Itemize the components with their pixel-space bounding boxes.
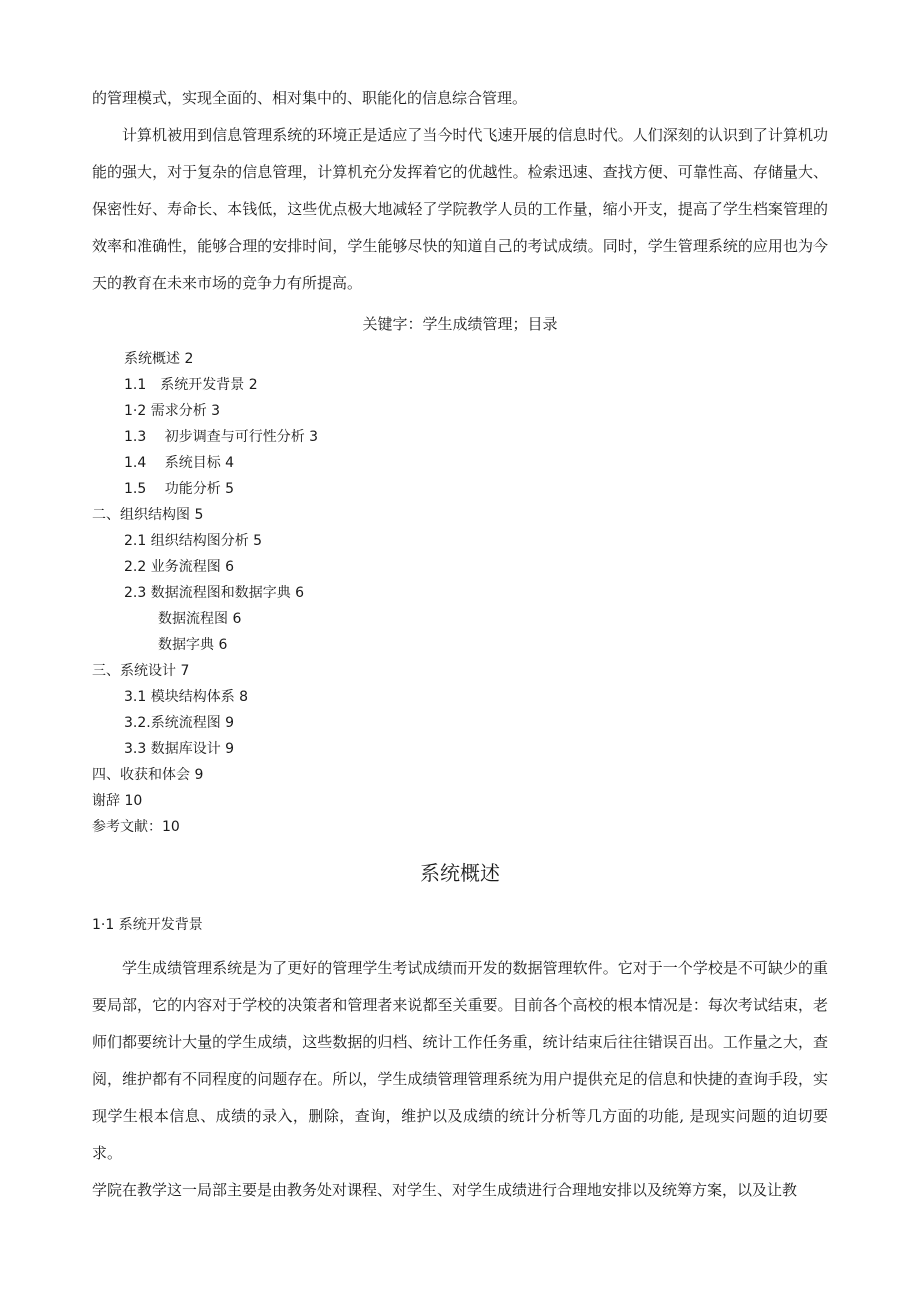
toc-entry[interactable]: 1.1 系统开发背景 2 xyxy=(124,377,258,393)
toc-entry[interactable]: 参考文献：10 xyxy=(92,819,180,835)
toc-entry[interactable]: 系统概述 2 xyxy=(124,351,194,367)
toc-entry[interactable]: 2.2 业务流程图 6 xyxy=(124,559,235,575)
section-paragraph-2: 学院在教学这一局部主要是由教务处对课程、对学生、对学生成绩进行合理地安排以及统筹方案，以及让教 xyxy=(92,1181,798,1199)
toc-entry[interactable]: 1.5 功能分析 5 xyxy=(124,481,235,497)
toc-entry[interactable]: 3.2.系统流程图 9 xyxy=(124,715,235,731)
toc-entry[interactable]: 2.3 数据流程图和数据字典 6 xyxy=(124,585,305,601)
toc-entry[interactable]: 二、组织结构图 5 xyxy=(92,507,204,523)
keywords-line: 关键字：学生成绩管理；目录 xyxy=(362,315,558,333)
section-title: 系统概述 xyxy=(420,861,500,885)
section-paragraph-1: 学生成绩管理系统是为了更好的管理学生考试成绩而开发的数据管理软件。它对于一个学校是不可缺少的重要局部，它的内容对于学校的决策者和管理者来说都至关重要。目前各个高校的根本情况是：每次考试结束，老师们都要统计大量的学生成绩，这些数据的归档、统计工作任务重，统计结束后往往错误百出。工作量之大，查阅，维护都有不同程度的问题存在。所以，学生成绩管理管理系统为用户提供充足的信息和快捷的查询手段，实现学生根本信息、成绩的录入，删除，查询，维护以及成绩的统计分析等几方面的功能, 是现实问题的迫切要求。 xyxy=(92,959,828,1162)
intro-paragraph-1: 计算机被用到信息管理系统的环境正是适应了当今时代飞速开展的信息时代。人们深刻的认识到了计算机功能的强大，对于复杂的信息管理，计算机充分发挥着它的优越性。检索迅速、查找方便、可靠性高、存储量大、保密性好、寿命长、本钱低，这些优点极大地减轻了学院教学人员的工作量，缩小开支，提高了学生档案管理的效率和准确性，能够合理的安排时间，学生能够尽快的知道自己的考试成绩。同时，学生管理系统的应用也为今天的教育在未来市场的竞争力有所提高。 xyxy=(92,126,828,292)
toc-entry[interactable]: 数据流程图 6 xyxy=(158,611,242,627)
subsection-title: 1·1 系统开发背景 xyxy=(92,917,203,933)
toc-entry[interactable]: 四、收获和体会 9 xyxy=(92,767,204,783)
toc-entry[interactable]: 1.3 初步调查与可行性分析 3 xyxy=(124,429,319,445)
toc-entry[interactable]: 三、系统设计 7 xyxy=(92,663,190,679)
table-of-contents xyxy=(92,346,492,840)
toc-entry[interactable]: 3.3 数据库设计 9 xyxy=(124,741,235,757)
toc-entry[interactable]: 3.1 模块结构体系 8 xyxy=(124,689,249,705)
toc-entry[interactable]: 1·2 需求分析 3 xyxy=(124,403,221,419)
toc-entry[interactable]: 谢辞 10 xyxy=(92,793,143,809)
toc-entry[interactable]: 2.1 组织结构图分析 5 xyxy=(124,533,263,549)
toc-entry[interactable]: 数据字典 6 xyxy=(158,637,228,653)
intro-paragraph-0: 的管理模式，实现全面的、相对集中的、职能化的信息综合管理。 xyxy=(92,89,528,107)
toc-entry[interactable]: 1.4 系统目标 4 xyxy=(124,455,235,471)
